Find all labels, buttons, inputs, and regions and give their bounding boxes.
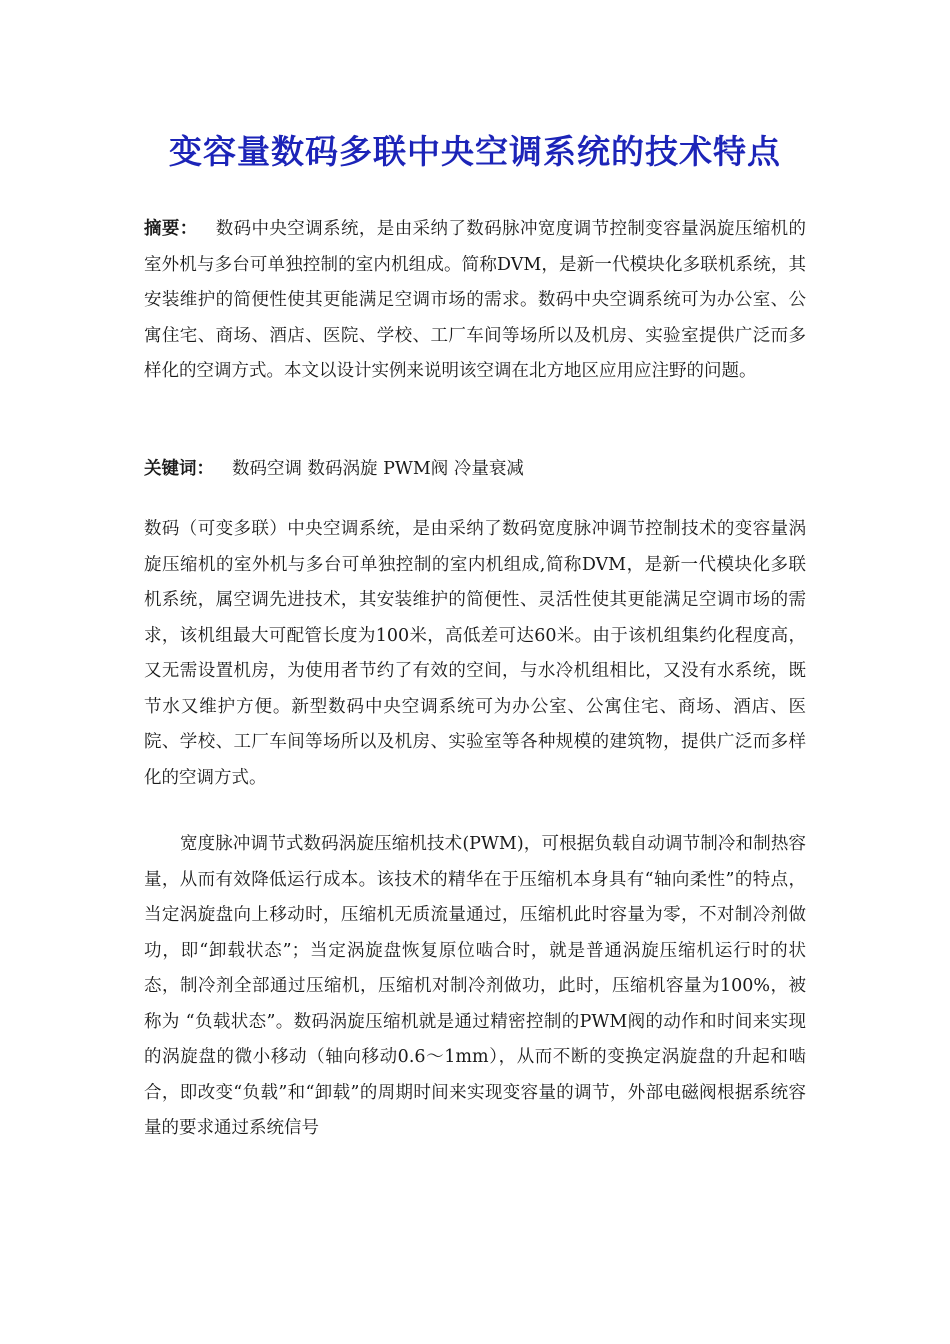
abstract-label: 摘要：: [144, 219, 198, 239]
keywords-block: [144, 452, 806, 488]
abstract-block: [144, 212, 806, 390]
document-title: 变容量数码多联中央空调系统的技术特点: [169, 132, 781, 171]
body-paragraph-1: 数码（可变多联）中央空调系统，是由采纳了数码宽度脉冲调节控制技术的变容量涡旋压缩机的室外机与多台可单独控制的室内机组成,简称DVM，是新一代模块化多联机系统，属空调先进技术，其安装维护的简便性、灵活性使其更能满足空调市场的需求，该机组最大可配管长度为100米，高低差可达60米。由于该机组集约化程度高，又无需设置机房，为使用者节约了有效的空间，与水冷机组相比，又没有水系统，既节水又维护方便。新型数码中央空调系统可为办公室、公寓住宅、商场、酒店、医院、学校、工厂车间等场所以及机房、实验室等各种规模的建筑物，提供广泛而多样化的空调方式。: [144, 519, 806, 788]
abstract-text: 数码中央空调系统，是由采纳了数码脉冲宽度调节控制变容量涡旋压缩机的室外机与多台可单独控制的室内机组成。简称DVM，是新一代模块化多联机系统，其安装维护的简便性使其更能满足空调市场的需求。数码中央空调系统可为办公室、公寓住宅、商场、酒店、医院、学校、工厂车间等场所以及机房、实验室提供广泛而多样化的空调方式。本文以设计实例来说明该空调在北方地区应用应注野的问题。: [144, 219, 807, 381]
body-paragraph-2: 宽度脉冲调节式数码涡旋压缩机技术(PWM)，可根据负载自动调节制冷和制热容量，从而有效降低运行成本。该技术的精华在于压缩机本身具有“轴向柔性”的特点，当定涡旋盘向上移动时，压缩机无质流量通过，压缩机此时容量为零，不对制冷剂做功，即“卸载状态”；当定涡旋盘恢复原位啮合时，就是普通涡旋压缩机运行时的状态，制冷剂全部通过压缩机，压缩机对制冷剂做功，此时，压缩机容量为100%，被称为 “负载状态”。数码涡旋压缩机就是通过精密控制的PWM阀的动作和时间来实现的涡旋盘的微小移动（轴向移动0.6～1mm），从而不断的变换定涡旋盘的升起和啮合，即改变“负载”和“卸载”的周期时间来实现变容量的调节，外部电磁阀根据系统容量的要求通过系统信号: [144, 834, 806, 1138]
keywords-text: 数码空调 数码涡旋 PWM阀 冷量衰减: [232, 459, 524, 479]
keywords-label: 关键词：: [144, 459, 214, 479]
